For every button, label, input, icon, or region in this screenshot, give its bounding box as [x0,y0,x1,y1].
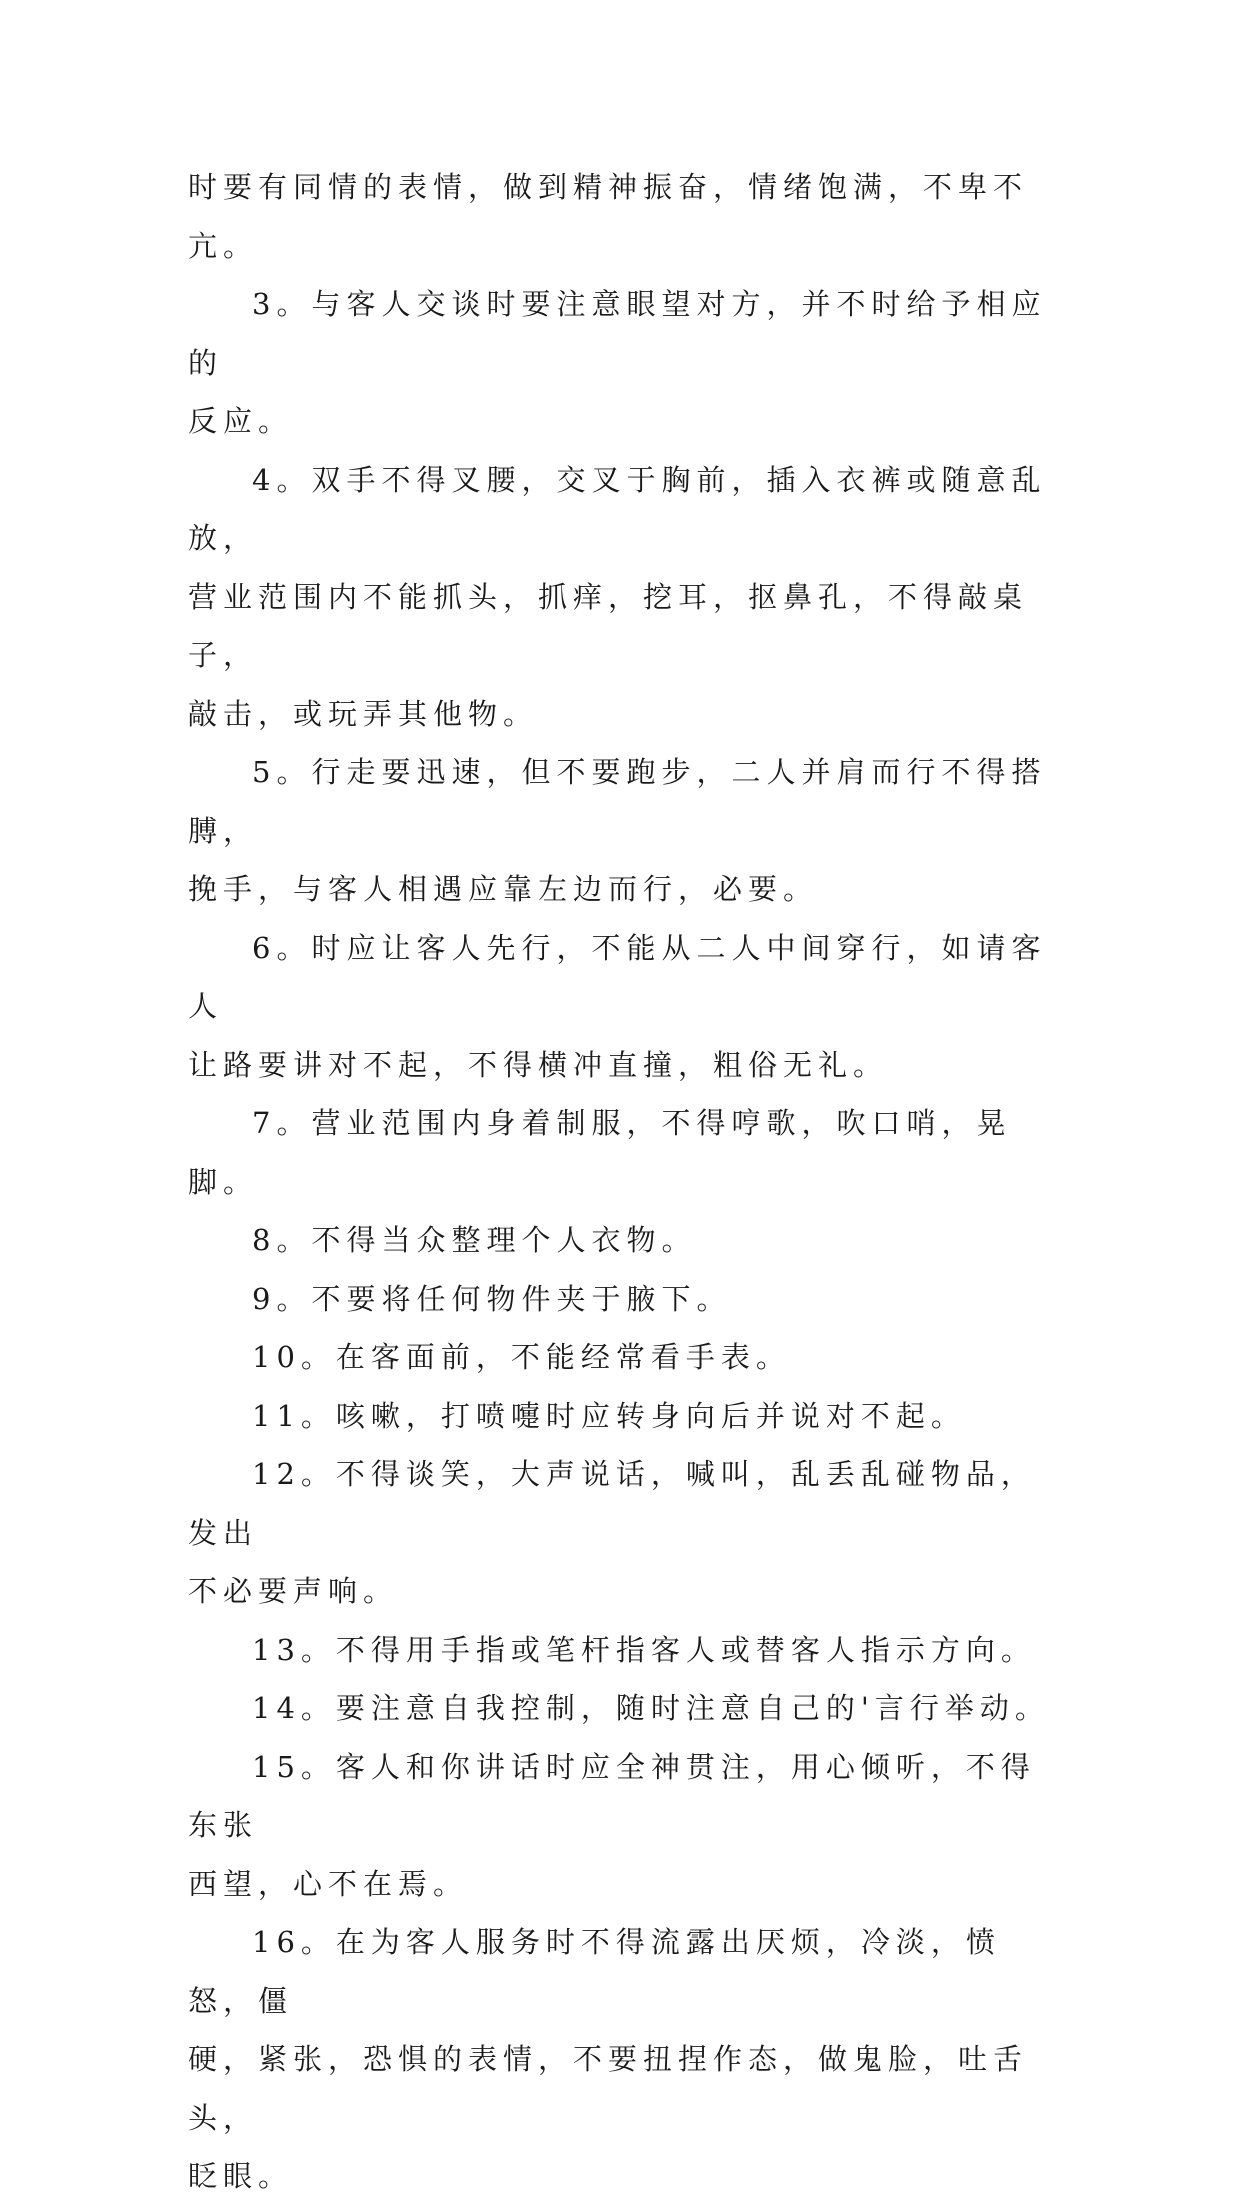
paragraph-item-13: 13。不得用手指或笔杆指客人或替客人指示方向。 [252,1632,1036,1667]
paragraph-item-4: 4。双手不得叉腰，交叉于胸前，插入衣裤或随意乱放， 营业范围内不能抓头，抓痒，挖耳，抠鼻孔，不得敲桌子， 敲击，或玩弄其他物。 [188,462,1047,731]
paragraph-item-9: 9。不要将任何物件夹于腋下。 [252,1281,732,1316]
document-body [188,158,1068,2206]
paragraph-item-15: 15。客人和你讲话时应全神贯注，用心倾听，不得东张 西望，心不在焉。 [188,1749,1036,1901]
paragraph-item-12: 12。不得谈笑，大声说话，喊叫，乱丢乱碰物品，发出 不必要声响。 [188,1457,1036,1608]
paragraph-continuation: 时要有同情的表情，做到精神振奋，情绪饱满，不卑不亢。 [188,170,1029,263]
paragraph-item-10: 10。在客面前，不能经常看手表。 [252,1340,791,1374]
paragraph-item-14: 14。要注意自我控制，随时注意自己的'言行举动。 [252,1691,1050,1725]
paragraph-item-5: 5。行走要迅速，但不要跑步，二人并肩而行不得搭膊， 挽手，与客人相遇应靠左边而行，必要。 [188,755,1047,906]
paragraph-item-11: 11。咳嗽，打喷嚏时应转身向后并说对不起。 [252,1398,966,1433]
paragraph-item-8: 8。不得当众整理个人衣物。 [252,1223,697,1257]
paragraph-item-7: 7。营业范围内身着制服，不得哼歌，吹口哨，晃脚。 [188,1106,1012,1199]
paragraph-item-16: 16。在为客人服务时不得流露出厌烦，冷淡，愤怒，僵 硬，紧张，恐惧的表情，不要扭捏作态，做鬼脸，吐舌头， 眨眼。 [188,1925,1029,2193]
paragraph-item-6: 6。时应让客人先行，不能从二人中间穿行，如请客人 让路要讲对不起，不得横冲直撞，粗俗无礼。 [188,930,1047,1082]
paragraph-item-3: 3。与客人交谈时要注意眼望对方，并不时给予相应的 反应。 [188,287,1047,438]
